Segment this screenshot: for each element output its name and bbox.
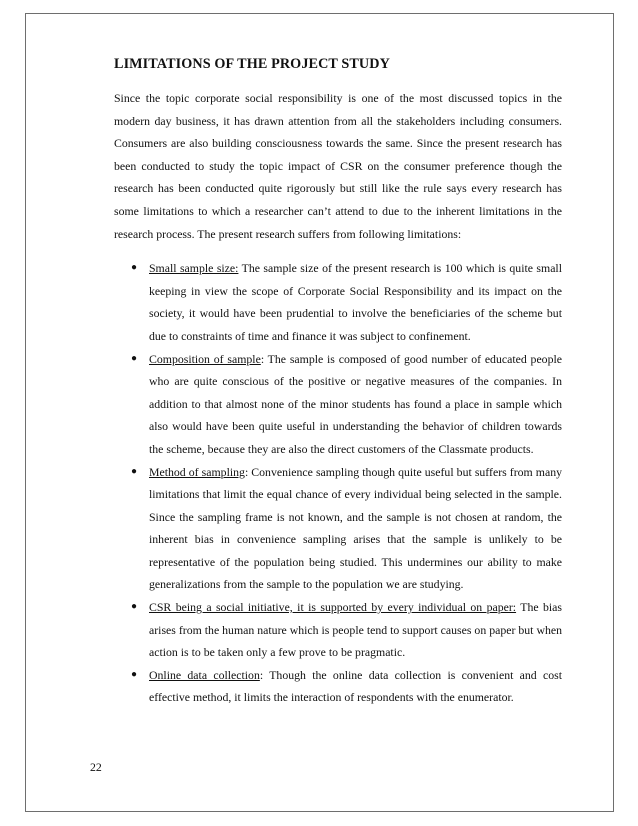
limitation-text: : Though the online data collection is convenient and cost effective method, it limits the interaction of respondents with the enumerator. <box>149 667 562 705</box>
limitation-text: : Convenience sampling though quite useful but suffers from many limitations that limit the equal chance of every individual being selected in the sample. Since the sampling frame is not known, and the sample is not chosen at random, the inherent bias in convenience sampling arises that the sample is unlikely to be representative of the population being studied. This undermines our ability to make generalizations from the sample to the population we are studying. <box>149 464 562 592</box>
limitation-text: : The sample is composed of good number of educated people who are quite conscious of the positive or negative measures of the companies. In addition to that almost none of the minor students has found a place in sample which also would have been quite useful in understanding the behavior of children towards the scheme, because they are also the direct customers of the Classmate products. <box>149 351 562 456</box>
limitation-text: The sample size of the present research is 100 which is quite small keeping in view the scope of Corporate Social Responsibility and its impact on the society, it would have been prudential to involve the beneficiaries of the scheme but due to constraints of time and finance it was subject to confinement. <box>149 261 562 343</box>
list-item <box>114 348 562 461</box>
intro-paragraph: Since the topic corporate social responsibility is one of the most discussed topics in the modern day business, it has drawn attention from all the stakeholders including consumers. Consumers are also building consciousness towards the same. Since the present research has been conducted to study the topic impact of CSR on the consumer preference though the research has been conducted quite rigorously but still like the rule says every research has some limitations to which a researcher can’t attend to due to the inherent limitations in the research process. The present research suffers from following limitations: <box>114 91 562 241</box>
limitation-title: Method of sampling <box>149 464 245 479</box>
list-item <box>114 257 562 347</box>
bullet-icon: ● <box>131 352 138 364</box>
list-item <box>114 664 562 709</box>
bullet-icon: ● <box>131 601 138 613</box>
limitation-title: Small sample size: <box>149 261 239 276</box>
limitations-list <box>114 257 562 709</box>
limitation-text: The bias arises from the human nature which is people tend to support causes on paper but when action is to be taken only a few prove to be pragmatic. <box>149 600 563 660</box>
limitation-title: Composition of sample <box>149 351 261 366</box>
list-item <box>114 461 562 597</box>
limitation-title: CSR being a social initiative, it is supported by every individual on paper: <box>149 600 517 615</box>
bullet-icon: ● <box>131 668 138 680</box>
page-number: 22 <box>90 760 102 774</box>
limitation-title: Online data collection <box>149 667 260 682</box>
list-item <box>114 596 562 664</box>
document-body <box>114 55 562 709</box>
bullet-icon: ● <box>131 262 138 274</box>
bullet-icon: ● <box>131 465 138 477</box>
section-heading: LIMITATIONS OF THE PROJECT STUDY <box>114 56 390 72</box>
